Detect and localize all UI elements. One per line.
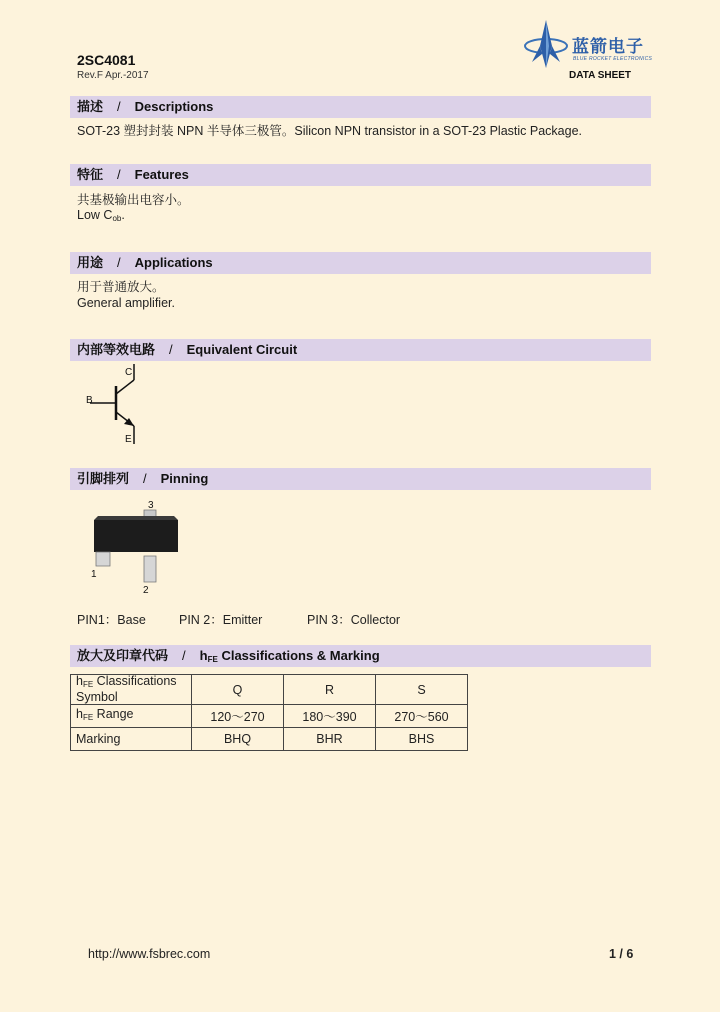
- section-title-cn: 内部等效电路: [77, 342, 156, 357]
- table-cell: 120～270: [192, 705, 284, 728]
- emitter-label: E: [125, 434, 132, 445]
- table-cell: BHS: [376, 728, 468, 751]
- table-cell: 180～390: [284, 705, 376, 728]
- section-header-applications: 用途 / Applications: [70, 252, 651, 274]
- section-title-en: $h_{FE}$ Classifications & Marking: [199, 648, 380, 664]
- description-text: SOT-23 塑封封装 NPN 半导体三极管。Silicon NPN transistor in a SOT-23 Plastic Package.: [77, 124, 582, 138]
- collector-label: C: [125, 367, 133, 378]
- section-header-hfe: 放大及印章代码 / $h_{FE}$ Classifications & Marking: [70, 645, 651, 667]
- footer-website-link[interactable]: http://www.fsbrec.com: [88, 947, 211, 961]
- section-title-en: Descriptions: [134, 99, 214, 114]
- section-title-en: Pinning: [160, 471, 209, 486]
- pin-number-1: 1: [91, 569, 97, 580]
- rocket-logo-icon: [522, 18, 574, 72]
- table-cell: Q: [192, 675, 284, 705]
- table-header-cell: Marking: [71, 728, 192, 751]
- feature-line-2: Low $C_{ob}$.: [77, 208, 125, 223]
- table-cell: BHR: [284, 728, 376, 751]
- pin2-description: PIN 2：Emitter: [179, 613, 263, 627]
- table-header-cell: $h_{FE}$ Range: [71, 705, 192, 728]
- pin-number-2: 2: [143, 585, 149, 596]
- section-header-descriptions: 描述 / Descriptions: [70, 96, 651, 118]
- section-title-en: Applications: [134, 255, 213, 270]
- section-title-cn: 特征: [77, 167, 104, 182]
- section-header-features: 特征 / Features: [70, 164, 651, 186]
- table-row: [71, 675, 468, 705]
- npn-transistor-symbol-icon: [80, 362, 160, 450]
- table-cell: 270～560: [376, 705, 468, 728]
- section-title-cn: 用途: [77, 255, 104, 270]
- section-title-cn: 描述: [77, 99, 104, 114]
- logo-english-name: BLUE ROCKET ELECTRONICS: [573, 56, 653, 62]
- table-header-cell: $h_{FE}$ Classifications Symbol: [71, 675, 192, 705]
- table-row: [71, 728, 468, 751]
- application-line-2: General amplifier.: [77, 296, 175, 310]
- revision: Rev.F Apr.-2017: [77, 70, 149, 81]
- section-title-en: Equivalent Circuit: [186, 342, 298, 357]
- base-label: B: [86, 395, 93, 406]
- sot23-package-icon: [86, 508, 186, 586]
- document-type: DATA SHEET: [569, 70, 632, 81]
- table-cell: R: [284, 675, 376, 705]
- section-header-pinning: 引脚排列 / Pinning: [70, 468, 651, 490]
- logo-chinese-name: 蓝箭电子: [572, 37, 644, 56]
- table-cell: S: [376, 675, 468, 705]
- application-line-1: 用于普通放大。: [77, 280, 165, 294]
- table-cell: BHQ: [192, 728, 284, 751]
- hfe-classification-table: [70, 674, 468, 751]
- pin3-description: PIN 3：Collector: [307, 613, 401, 627]
- section-title-cn: 引脚排列: [77, 471, 130, 486]
- section-header-circuit: 内部等效电路 / Equivalent Circuit: [70, 339, 651, 361]
- section-title-cn: 放大及印章代码: [77, 648, 169, 663]
- section-title-en: Features: [134, 167, 189, 182]
- part-number: 2SC4081: [77, 52, 136, 68]
- pin1-description: PIN1：Base: [77, 613, 146, 627]
- pin-number-3: 3: [148, 500, 154, 511]
- page-number: 1 / 6: [609, 947, 634, 961]
- table-row: [71, 705, 468, 728]
- feature-line-1: 共基极输出电容小。: [77, 193, 190, 207]
